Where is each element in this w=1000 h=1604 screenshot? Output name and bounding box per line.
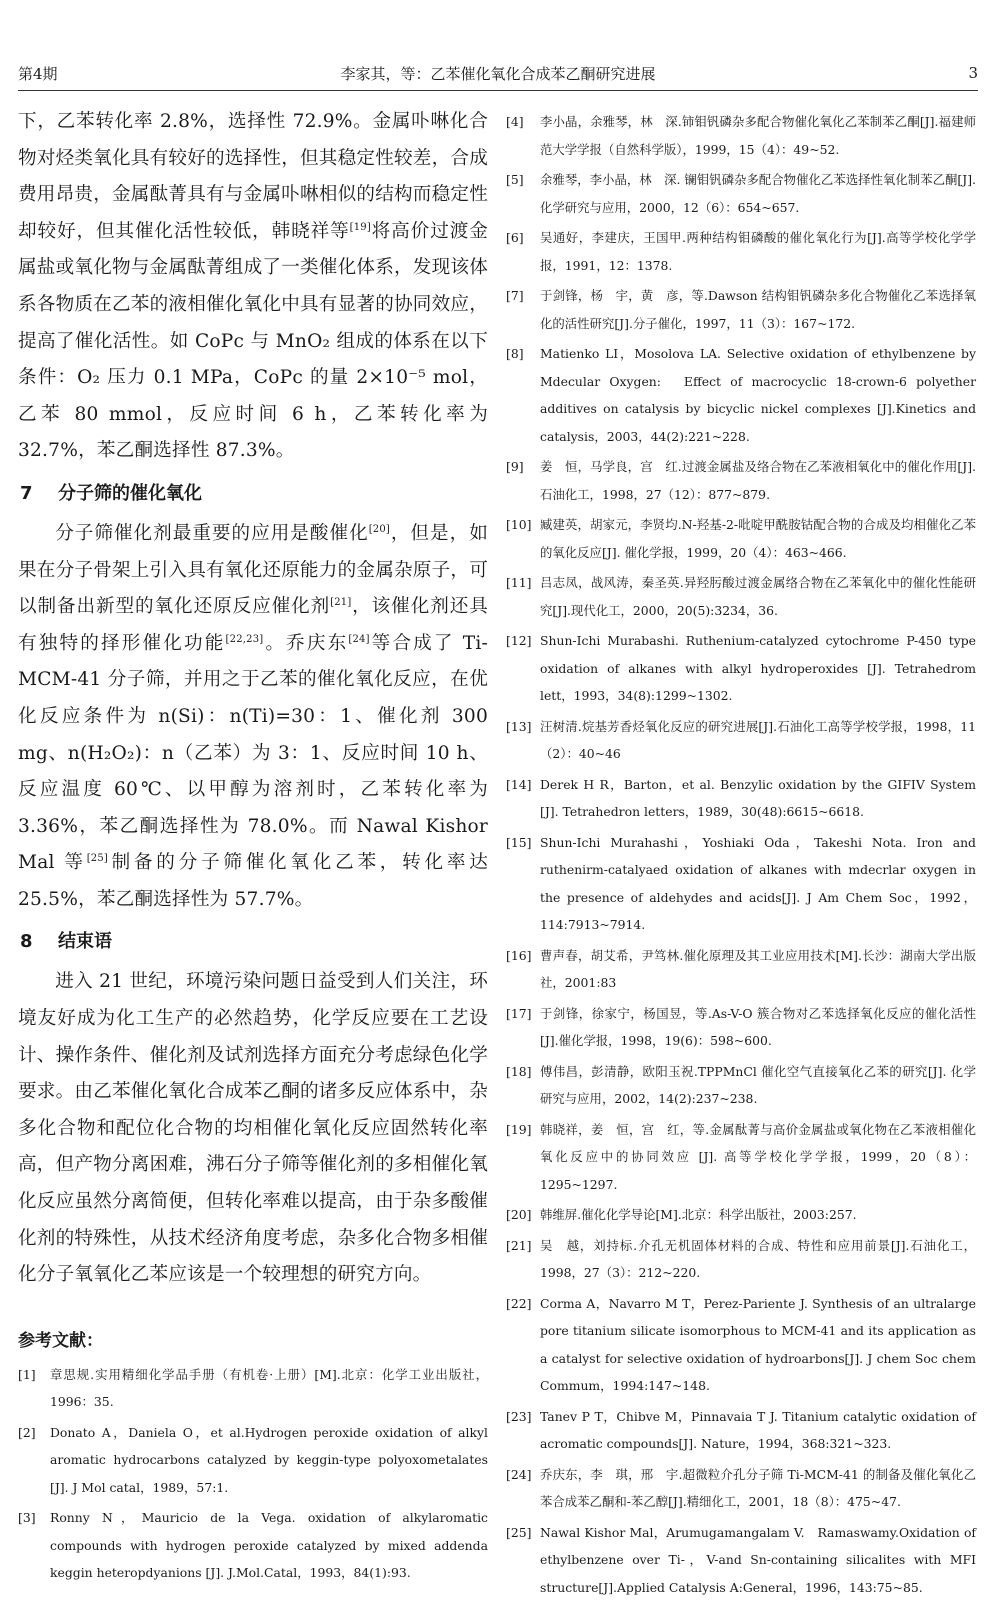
reference-number: [12]: [506, 633, 532, 648]
reference-text: Shun-Ichi Murahashi，Yoshiaki Oda，Takeshi Nota. Iron and ruthenirm-catalyaed oxidation of alkanes with mdecrlar oxygen in the presence of aldehydes and acids[J]. J Am Chem Soc，1992，114:7913~7914.: [540, 834, 976, 932]
paragraph-molecular-sieve: 分子筛催化剂最重要的应用是酸催化[20]，但是，如果在分子骨架上引入具有氧化还原能力的金属杂原子，可以制备出新型的氧化还原反应催化剂[21]，该催化剂还具有独特的择形催化功能[22,23]。乔庆东[24]等合成了 Ti-MCM-41 分子筛，并用之于乙苯的催化氧化反应，在优化反应条件为 n(Si)：n(Ti)=30：1、催化剂 300 mg、n(H₂O₂)：n（乙苯）为 3：1、反应时间 10 h、反应温度 60℃、以甲醇为溶剂时，乙苯转化率为 3.36%，苯乙酮选择性为 78.0%。而 Nawal Kishor Mal 等[25]制备的分子筛催化氧化乙苯，转化率达 25.5%，苯乙酮选择性为 57.7%。: [18, 522, 489, 910]
reference-item: [506, 1201, 976, 1229]
reference-text: 曹声春，胡艾希，尹笃林.催化原理及其工业应用技术[M].长沙：湖南大学出版社，2001:83: [540, 947, 976, 990]
section-7-heading: 7 分子筛的催化氧化: [20, 482, 202, 504]
reference-text: 于剑锋，徐家宁，杨国昱，等.As-V-O 簇合物对乙苯选择氧化反应的催化活性[J].催化学报，1998，19(6)：598~600.: [540, 1005, 976, 1048]
reference-text: 汪树清.烷基芳香烃氧化反应的研究进展[J].石油化工高等学校学报，1998，11（2）：40~46: [540, 718, 976, 761]
reference-number: [14]: [506, 776, 532, 792]
reference-number: [9]: [506, 459, 524, 474]
reference-number: [10]: [506, 517, 532, 532]
reference-text: Donato A，Daniela O，et al.Hydrogen peroxide oxidation of alkyl aromatic hydrocarbons catalyzed by keggin-type polyoxometalates [J]. J Mol catal，1989，57:1.: [50, 1424, 488, 1495]
reference-text: Shun-Ichi Murabashi. Ruthenium-catalyzed cytochrome P-450 type oxidation of alkanes with alkyl hydroperoxides [J]. Tetrahedrom lett，1993，34(8):1299~1302.: [540, 633, 976, 703]
reference-item: [506, 942, 976, 997]
reference-item: [506, 627, 976, 710]
reference-number: [16]: [506, 947, 532, 963]
reference-number: [15]: [506, 834, 532, 850]
reference-text: 李小晶，余雅琴，林 深.铈钼钒磷杂多配合物催化氧化乙苯制苯乙酮[J].福建师范大学学报（自然科学版），1999，15（4）：49~52.: [540, 114, 976, 157]
reference-item: [506, 1403, 976, 1458]
reference-text: 姜 恒，马学良，宫 红.过渡金属盐及络合物在乙苯液相氧化中的催化作用[J].石油化工，1998，27（12）：877~879.: [540, 459, 976, 502]
reference-item: [506, 1290, 976, 1400]
reference-item: [506, 1000, 976, 1055]
right-column: [506, 108, 976, 1604]
paragraph-conclusion: 进入 21 世纪，环境污染问题日益受到人们关注，环境友好成为化工生产的必然趋势，化学反应要在工艺设计、操作条件、催化剂及试剂选择方面充分考虑绿色化学要求。由乙苯催化氧化合成苯乙酮的诸多反应体系中，杂多化合物和配位化合物的均相催化氧化反应固然转化率高，但产物分离困难，沸石分子筛等催化剂的多相催化氧化反应虽然分离简便，但转化率难以提高，由于杂多酸催化剂的特殊性，从技术经济角度考虑，杂多化合物多相催化分子氧氧化乙苯应该是一个较理想的研究方向。: [18, 971, 488, 1286]
reference-number: [6]: [506, 230, 524, 245]
left-column: [18, 104, 488, 1590]
reference-text: 吴 越，刘持标.介孔无机固体材料的合成、特性和应用前景[J].石油化工，1998，27（3）：212~220.: [540, 1237, 976, 1280]
reference-item: [506, 1058, 976, 1113]
reference-item: [18, 1361, 488, 1416]
paragraph-porphyrin: 下，乙苯转化率 2.8%，选择性 72.9%。金属卟啉化合物对烃类氧化具有较好的选择性，但其稳定性较差，合成费用昂贵，金属酞菁具有与金属卟啉相似的结构而稳定性却较好，但其催化活性较低，韩晓祥等[19]将高价过渡金属盐或氧化物与金属酞菁组成了一类催化体系，发现该体系各物质在乙苯的液相催化氧化中具有显著的协同效应，提高了催化活性。如 CoPc 与 MnO₂ 组成的体系在以下条件：O₂ 压力 0.1 MPa，CoPc 的量 2×10⁻⁵ mol，乙苯 80 mmol，反应时间 6 h，乙苯转化率为 32.7%，苯乙酮选择性 87.3%。: [18, 111, 488, 462]
reference-number: [13]: [506, 718, 532, 734]
reference-list-right: [506, 108, 976, 1601]
running-title: 李家其，等：乙苯催化氧化合成苯乙酮研究进展: [340, 64, 656, 83]
reference-item: [506, 1519, 976, 1602]
reference-number: [3]: [18, 1510, 36, 1526]
reference-item: [18, 1504, 488, 1587]
reference-item: [506, 569, 976, 624]
reference-number: [19]: [506, 1121, 532, 1137]
page-header: [18, 56, 978, 91]
reference-text: 傅伟昌，彭清静，欧阳玉祝.TPPMnCl 催化空气直接氧化乙苯的研究[J]. 化学研究与应用，2002，14(2):237~238.: [540, 1063, 976, 1106]
reference-number: [23]: [506, 1408, 532, 1424]
reference-text: 吕志凤，战风涛，秦圣英.异羟肟酸过渡金属络合物在乙苯氧化中的催化性能研究[J].现代化工，2000，20(5):3234，36.: [540, 575, 976, 618]
reference-number: [7]: [506, 288, 524, 303]
reference-item: [506, 511, 976, 566]
reference-number: [4]: [506, 114, 524, 129]
reference-text: 臧建英，胡家元，李贤均.N-羟基-2-吡啶甲酰胺钴配合物的合成及均相催化乙苯的氧化反应[J]. 催化学报，1999，20（4）：463~466.: [540, 517, 976, 560]
page-number: 3: [968, 64, 978, 82]
reference-number: [20]: [506, 1207, 532, 1222]
reference-number: [11]: [506, 575, 532, 590]
section-8-heading: 8 结束语: [20, 931, 112, 953]
reference-list-left: [18, 1361, 488, 1587]
reference-number: [22]: [506, 1295, 532, 1311]
reference-text: 乔庆东，李 琪，邢 宇.超微粒介孔分子筛 Ti-MCM-41 的制备及催化氧化乙苯合成苯乙酮和-苯乙醇[J].精细化工，2001，18（8）：475~47.: [540, 1466, 976, 1509]
reference-text: Matienko LI，Mosolova LA. Selective oxidation of ethylbenzene by Mdecular Oxygen: Effect of macrocyclic 18-crown-6 polyether additives on catalysis by bicyclic nickel complexes [J].Kinetics and catalysis，2003，44(2):221~228.: [540, 346, 976, 444]
reference-number: [24]: [506, 1466, 532, 1482]
reference-text: Derek H R，Barton，et al. Benzylic oxidation by the GIFIV System [J]. Tetrahedron letters，1989，30(48):6615~6618.: [540, 776, 976, 819]
reference-text: 于剑锋，杨 宇，黄 彦，等.Dawson 结构钼钒磷杂多化合物催化乙苯选择氧化的活性研究[J].分子催化，1997，11（3）：167~172.: [540, 288, 976, 331]
reference-number: [18]: [506, 1063, 532, 1079]
reference-item: [506, 166, 976, 221]
reference-item: [506, 713, 976, 768]
citation: [19]: [349, 221, 371, 233]
reference-item: [18, 1419, 488, 1502]
reference-text: 章思规.实用精细化学品手册（有机卷·上册）[M].北京：化学工业出版社，1996：35.: [50, 1366, 488, 1410]
reference-item: [506, 224, 976, 279]
reference-item: [506, 829, 976, 939]
reference-text: 韩晓祥，姜 恒，宫 红，等.金属酞菁与高价金属盐或氧化物在乙苯液相催化氧化反应中的协同效应 [J]. 高等学校化学学报，1999，20（8）：1295~1297.: [540, 1121, 976, 1192]
reference-number: [2]: [18, 1424, 36, 1440]
reference-item: [506, 1461, 976, 1516]
reference-text: 吴通好，李建庆，王国甲.两种结构钼磷酸的催化氧化行为[J].高等学校化学学报，1991，12：1378.: [540, 230, 976, 273]
reference-text: 余雅琴，李小晶，林 深. 镧钼钒磷杂多配合物催化乙苯选择性氧化制苯乙酮[J].化学研究与应用，2000，12（6）：654~657.: [540, 172, 976, 215]
reference-number: [21]: [506, 1237, 532, 1253]
reference-number: [8]: [506, 346, 524, 361]
reference-number: [1]: [18, 1366, 36, 1382]
reference-text: Tanev P T，Chibve M，Pinnavaia T J. Titanium catalytic oxidation of acromatic compounds[J]. Nature，1994，368:321~323.: [540, 1408, 976, 1451]
reference-text: Nawal Kishor Mal，Arumugamangalam V. Ramaswamy.Oxidation of ethylbenzene over Ti-，V-and Sn-containing silicalites with MFI structure[J].Applied Catalysis A:General，1996，143:75~85.: [540, 1524, 976, 1595]
reference-number: [17]: [506, 1005, 532, 1021]
reference-number: [25]: [506, 1524, 532, 1540]
reference-item: [506, 453, 976, 508]
reference-number: [5]: [506, 172, 524, 187]
reference-item: [506, 282, 976, 337]
reference-text: Ronny N，Mauricio de la Vega. oxidation of alkylaromatic compounds with hydrogen peroxide catalyzed by mixed addenda keggin heteropdyanions [J]. J.Mol.Catal，1993，84(1):93.: [50, 1510, 488, 1581]
reference-item: [506, 340, 976, 450]
reference-text: Corma A，Navarro M T，Perez-Pariente J. Synthesis of an ultralarge pore titanium silicate isomorphous to MCM-41 and its application as a catalyst for selective oxidation of hydroarbons[J]. J chem Soc chem Commum，1994:147~148.: [540, 1295, 976, 1393]
reference-item: [506, 1116, 976, 1199]
reference-item: [506, 108, 976, 163]
reference-item: [506, 1232, 976, 1287]
reference-text: 韩维屏.催化化学导论[M].北京：科学出版社，2003:257.: [540, 1207, 857, 1222]
references-heading: 参考文献：: [18, 1330, 103, 1351]
issue-label: 第4期: [18, 64, 58, 83]
reference-item: [506, 771, 976, 826]
